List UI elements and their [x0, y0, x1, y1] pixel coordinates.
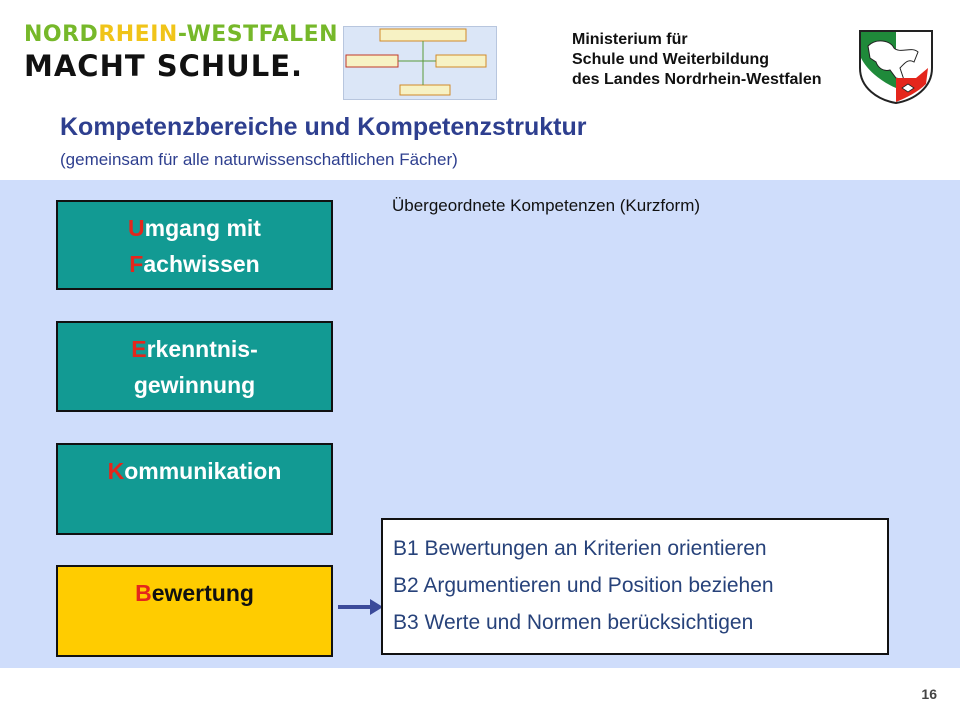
competence-line: gewinnung	[133, 372, 256, 398]
competence-line: Bewertung	[135, 580, 254, 606]
arrow-right-icon	[338, 597, 384, 617]
panel-caption: Übergeordnete Kompetenzen (Kurzform)	[392, 196, 701, 215]
slide-title: Kompetenzbereiche und Kompetenzstruktur	[60, 113, 587, 141]
ministry-name	[572, 30, 832, 90]
detail-item-b3: B3 Werte und Normen berücksichtigen	[393, 611, 754, 634]
ministry-line2: Schule und Weiterbildung	[572, 51, 770, 68]
logo-line2: MACHT SCHULE.	[24, 49, 304, 83]
competence-bewertung	[56, 565, 333, 657]
detail-item-b1: B1 Bewertungen an Kriterien orientieren	[393, 537, 767, 560]
competence-line: Erkenntnis-	[131, 336, 258, 362]
nrw-coat-of-arms-icon	[856, 28, 936, 104]
competence-line: Umgang mit	[128, 215, 261, 241]
bewertung-details-box	[381, 518, 889, 655]
page-number: 16	[921, 686, 937, 702]
nrw-macht-schule-logo	[24, 22, 339, 83]
ministry-line1: Ministerium für	[572, 31, 688, 48]
logo-line1: NORDRHEIN-WESTFALEN	[24, 22, 339, 47]
ministry-line3: des Landes Nordrhein-Westfalen	[572, 71, 822, 88]
competence-kommunikation	[56, 443, 333, 535]
competence-fachwissen	[56, 200, 333, 290]
competence-line: Fachwissen	[129, 251, 260, 277]
competence-line: Kommunikation	[107, 458, 282, 484]
competence-erkenntnisgewinnung	[56, 321, 333, 412]
detail-item-b2: B2 Argumentieren und Position beziehen	[393, 574, 774, 597]
slide-subtitle: (gemeinsam für alle naturwissenschaftlichen Fächer)	[60, 150, 458, 169]
structure-diagram-thumbnail	[343, 26, 497, 100]
